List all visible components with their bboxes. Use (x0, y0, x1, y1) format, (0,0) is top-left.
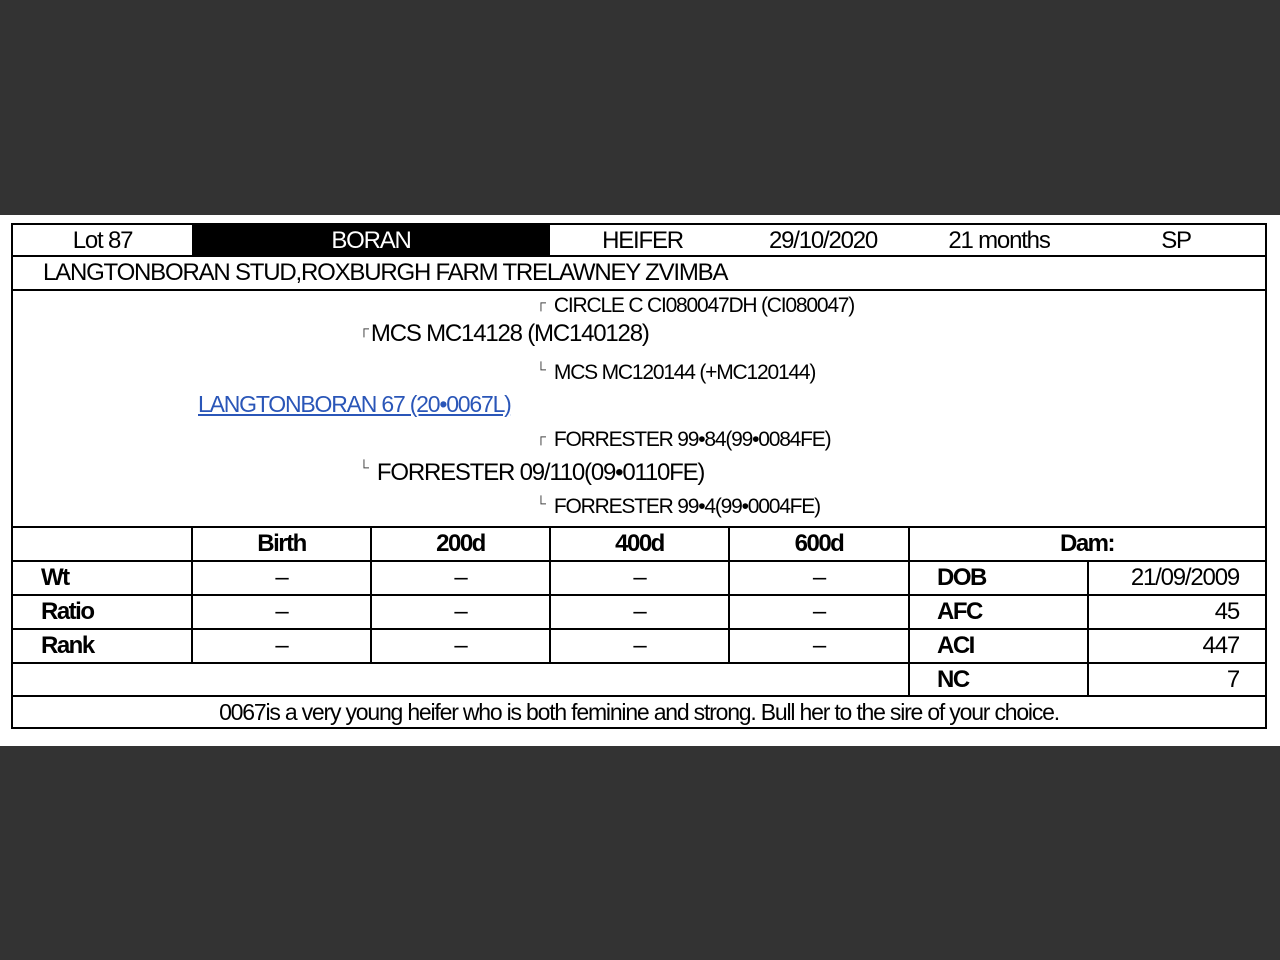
pedigree-dam (359, 459, 704, 487)
bracket-bottom-icon: └ (359, 459, 369, 475)
pedigree-dam-text: FORRESTER 09/110(09•0110FE) (376, 459, 705, 486)
table-cell: – (275, 563, 288, 591)
table-row (13, 595, 1265, 628)
dam-info-title: Dam: (1059, 529, 1114, 557)
bracket-top-icon: ┌ (536, 294, 546, 310)
column-header: 200d (436, 529, 485, 557)
dam-info-value: 21/09/2009 (1130, 563, 1239, 591)
table-row (13, 561, 1265, 594)
dam-info-value: 7 (1226, 665, 1239, 693)
dam-info-label: DOB (937, 563, 986, 591)
bracket-top-icon: ┌ (359, 320, 369, 336)
comment-row (13, 696, 1265, 729)
table-cell: – (275, 597, 288, 625)
column-header: 400d (615, 529, 664, 557)
dam-info-label: ACI (937, 631, 974, 659)
pedigree-sire-text: MCS MC14128 (MC140128) (370, 320, 649, 347)
performance-header (13, 527, 1265, 560)
age-label: 21 months (948, 226, 1050, 254)
lot-comment: 0067is a very young heifer who is both feminine and strong. Bull her to the sire of your choice. (219, 699, 1059, 725)
pedigree-sire-dam-text: MCS MC120144 (+MC120144) (553, 361, 816, 384)
divider (370, 527, 372, 662)
table-cell: – (275, 631, 288, 659)
divider (728, 527, 730, 662)
divider (1087, 561, 1089, 695)
pedigree-sire-sire-text: CIRCLE C CI080047DH (CI080047) (553, 294, 855, 317)
breed-label: BORAN (192, 225, 550, 256)
lot-card (11, 223, 1267, 729)
column-header: 600d (794, 529, 844, 557)
birth-date: 29/10/2020 (768, 226, 878, 254)
table-cell: – (633, 597, 646, 625)
dam-info-value: 45 (1214, 597, 1239, 625)
grade-code: SP (1161, 226, 1191, 254)
bracket-bottom-icon: └ (536, 361, 546, 377)
table-cell: – (454, 563, 467, 591)
dam-info-label: AFC (937, 597, 982, 625)
sex-label: HEIFER (602, 226, 683, 254)
column-header: Birth (257, 529, 306, 557)
dam-info-label: NC (937, 665, 969, 693)
pedigree-dam-dam (536, 495, 820, 519)
pedigree-dam-sire (536, 428, 830, 452)
table-cell: – (633, 563, 646, 591)
bracket-bottom-icon: └ (536, 495, 546, 511)
bracket-top-icon: ┌ (536, 428, 546, 444)
lot-number: Lot 87 (72, 226, 133, 254)
divider (549, 527, 551, 662)
row-label: Rank (41, 631, 94, 659)
table-cell: – (812, 597, 826, 625)
dam-info-value: 447 (1202, 631, 1239, 659)
owner-name: LANGTONBORAN STUD,ROXBURGH FARM TRELAWNEY ZVIMBA (43, 259, 728, 286)
table-cell: – (812, 563, 826, 591)
table-cell: – (812, 631, 826, 659)
header-row (13, 225, 1265, 256)
pedigree-sire-dam (536, 361, 815, 385)
animal-name-link[interactable]: LANGTONBORAN 67 (20•0067L) (198, 391, 511, 417)
row-label: Ratio (41, 597, 94, 625)
table-cell: – (633, 631, 646, 659)
divider (908, 527, 910, 695)
pedigree-dam-sire-text: FORRESTER 99•84(99•0084FE) (553, 428, 831, 451)
row-label: Wt (41, 563, 69, 591)
divider (191, 527, 193, 662)
catalogue-sheet (0, 215, 1280, 746)
pedigree-dam-dam-text: FORRESTER 99•4(99•0004FE) (553, 495, 820, 518)
pedigree-sire-sire (536, 294, 854, 318)
table-cell: – (454, 631, 467, 659)
table-row (13, 629, 1265, 662)
table-row (13, 663, 1265, 696)
table-cell: – (454, 597, 467, 625)
owner-row (13, 256, 1265, 290)
pedigree-sire (359, 320, 649, 348)
pedigree (13, 290, 1265, 527)
